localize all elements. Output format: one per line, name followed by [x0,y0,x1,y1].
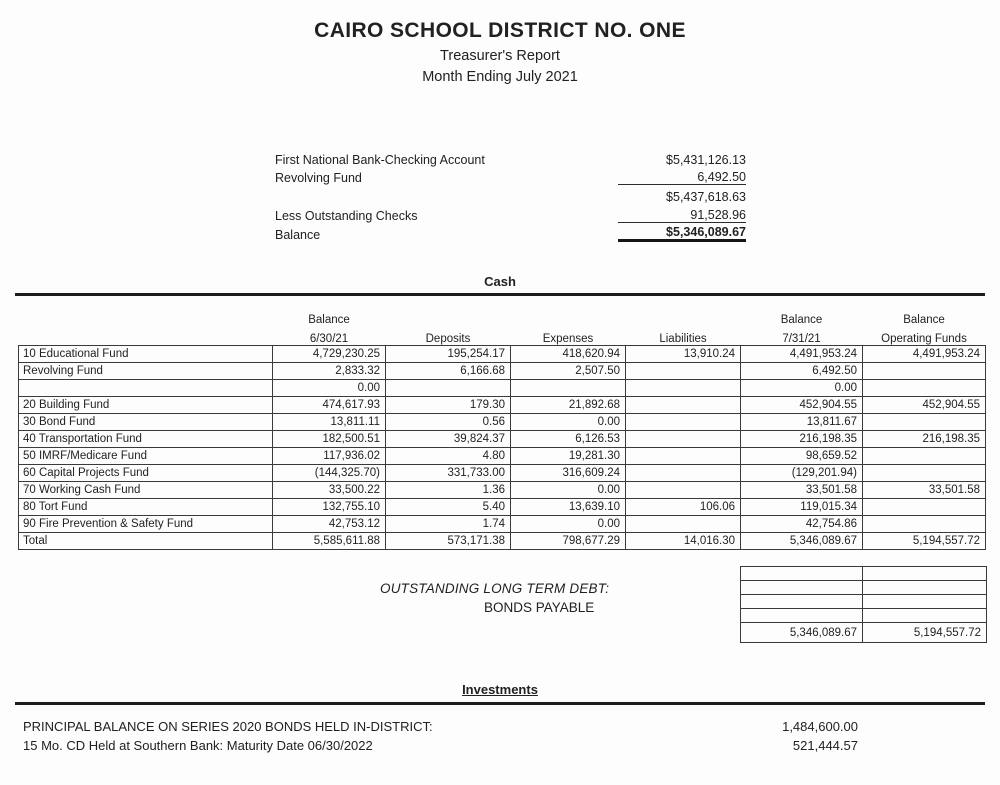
fund-name-cell: 80 Tort Fund [19,499,273,516]
investment-value: 1,484,600.00 [782,719,858,734]
amount-cell: (144,325.70) [273,465,386,482]
amount-cell [626,516,741,533]
amount-cell [626,363,741,380]
amount-cell: 4,491,953.24 [741,346,863,363]
amount-cell: 6,166.68 [386,363,511,380]
long-term-debt-heading: OUTSTANDING LONG TERM DEBT: [380,581,610,596]
amount-cell: 119,015.34 [741,499,863,516]
fund-name-cell: Total [19,533,273,550]
bank-row-value: $5,346,089.67 [618,225,746,242]
cash-table-row [19,482,986,499]
cash-table-row [19,346,986,363]
amount-cell: 1.36 [386,482,511,499]
report-period: Month Ending July 2021 [422,69,578,85]
amount-cell: 452,904.55 [863,397,986,414]
cash-table-row [19,465,986,482]
bank-row-value: 91,528.96 [618,208,746,223]
cash-table-row [19,533,986,550]
appendix-empty-row [741,595,987,609]
amount-cell: 2,833.32 [273,363,386,380]
amount-cell: 0.00 [511,414,626,431]
amount-cell: 132,755.10 [273,499,386,516]
cash-table-column-header: 6/30/21 [309,333,349,345]
cash-table-column-header [626,310,741,326]
appendix-empty-cell [741,567,863,581]
bank-row-label: First National Bank-Checking Account [275,152,485,167]
amount-cell: 195,254.17 [386,346,511,363]
bank-row-value: 6,492.50 [618,170,746,185]
appendix-empty-cell [741,609,863,623]
amount-cell: 0.56 [386,414,511,431]
bank-row-label: Less Outstanding Checks [275,209,418,223]
amount-cell: 0.00 [273,380,386,397]
amount-cell: 6,126.53 [511,431,626,448]
cash-table-row [19,448,986,465]
cash-table-column-header: 7/31/21 [782,333,821,345]
bank-summary-row [275,223,746,242]
amount-cell [863,465,986,482]
amount-cell: 19,281.30 [511,448,626,465]
amount-cell: 5,346,089.67 [741,533,863,550]
amount-cell: 5,194,557.72 [863,533,986,550]
cash-table-column-header: Expenses [542,333,594,345]
amount-cell: 4,491,953.24 [863,346,986,363]
cash-table-header-row [19,310,986,326]
amount-cell: 216,198.35 [741,431,863,448]
amount-cell: 798,677.29 [511,533,626,550]
appendix-empty-cell [863,567,987,581]
amount-cell: 4,729,230.25 [273,346,386,363]
amount-cell [863,380,986,397]
amount-cell: 5.40 [386,499,511,516]
cash-table-body [19,346,986,550]
amount-cell: 39,824.37 [386,431,511,448]
amount-cell: 33,500.22 [273,482,386,499]
title-block [0,16,1000,88]
amount-cell: 182,500.51 [273,431,386,448]
amount-cell: 0.00 [511,482,626,499]
amount-cell: 42,753.12 [273,516,386,533]
amount-cell: 316,609.24 [511,465,626,482]
fund-name-cell: 50 IMRF/Medicare Fund [19,448,273,465]
cash-table-row [19,363,986,380]
fund-name-cell: 60 Capital Projects Fund [19,465,273,482]
amount-cell [626,397,741,414]
amount-cell: 5,585,611.88 [273,533,386,550]
appendix-empty-cell [741,595,863,609]
amount-cell: 331,733.00 [386,465,511,482]
bank-reconciliation-summary [275,148,746,242]
amount-cell: (129,201.94) [741,465,863,482]
appendix-empty-row [741,609,987,623]
amount-cell [863,516,986,533]
appendix-totals-row [741,623,987,643]
amount-cell [863,414,986,431]
cash-section-heading: Cash [484,274,516,289]
amount-cell: 573,171.38 [386,533,511,550]
cash-table-column-header [511,310,626,326]
amount-cell: 216,198.35 [863,431,986,448]
amount-cell: 452,904.55 [741,397,863,414]
amount-cell [626,414,741,431]
cash-table-header-row [19,326,986,346]
cash-table-column-header [19,326,273,346]
amount-cell: 13,811.11 [273,414,386,431]
bank-row-label: Balance [275,227,321,242]
amount-cell [626,448,741,465]
fund-name-cell: 40 Transportation Fund [19,431,273,448]
appendix-total-cell: 5,346,089.67 [741,623,863,643]
amount-cell [386,380,511,397]
amount-cell: 0.00 [511,516,626,533]
amount-cell [863,448,986,465]
amount-cell: 179.30 [386,397,511,414]
balance-appendix-body [741,567,987,643]
cash-table-row [19,380,986,397]
amount-cell: 13,910.24 [626,346,741,363]
cash-table-column-header: Deposits [425,333,471,345]
cash-table-column-header: Balance [903,314,945,326]
appendix-empty-cell [741,581,863,595]
amount-cell: 13,811.67 [741,414,863,431]
bank-summary-row [275,185,746,204]
cash-table-column-header [19,310,273,326]
fund-name-cell: 90 Fire Prevention & Safety Fund [19,516,273,533]
amount-cell: 0.00 [741,380,863,397]
fund-name-cell: 70 Working Cash Fund [19,482,273,499]
report-title: Treasurer's Report [440,48,560,64]
appendix-empty-row [741,567,987,581]
district-title: CAIRO SCHOOL DISTRICT NO. ONE [314,19,686,42]
fund-name-cell: Revolving Fund [19,363,273,380]
investments-list [23,719,858,757]
amount-cell: 33,501.58 [863,482,986,499]
cash-table-row [19,431,986,448]
amount-cell: 117,936.02 [273,448,386,465]
fund-name-cell: 10 Educational Fund [19,346,273,363]
balance-appendix-grid [740,566,987,643]
amount-cell: 98,659.52 [741,448,863,465]
bonds-payable-label: BONDS PAYABLE [484,600,595,615]
cash-table-column-header [386,310,511,326]
amount-cell [626,482,741,499]
amount-cell: 42,754.86 [741,516,863,533]
amount-cell: 418,620.94 [511,346,626,363]
investment-label: PRINCIPAL BALANCE ON SERIES 2020 BONDS HELD IN-DISTRICT: [23,719,433,734]
amount-cell [626,380,741,397]
bank-summary-row [275,205,746,224]
cash-table-row [19,499,986,516]
cash-table-column-header: Liabilities [659,333,707,345]
amount-cell: 13,639.10 [511,499,626,516]
amount-cell [863,363,986,380]
investment-row [23,719,858,738]
investment-row [23,738,858,757]
investment-label: 15 Mo. CD Held at Southern Bank: Maturity Date 06/30/2022 [23,738,373,753]
amount-cell [863,499,986,516]
appendix-total-cell: 5,194,557.72 [863,623,987,643]
appendix-empty-row [741,581,987,595]
fund-name-cell: 30 Bond Fund [19,414,273,431]
amount-cell [511,380,626,397]
amount-cell: 4.80 [386,448,511,465]
cash-table-header [19,310,986,346]
bank-summary-row [275,148,746,167]
fund-name-cell: 20 Building Fund [19,397,273,414]
amount-cell: 6,492.50 [741,363,863,380]
amount-cell: 2,507.50 [511,363,626,380]
amount-cell: 33,501.58 [741,482,863,499]
amount-cell: 474,617.93 [273,397,386,414]
amount-cell: 21,892.68 [511,397,626,414]
investment-value: 521,444.57 [792,738,858,753]
cash-table-row [19,397,986,414]
bank-row-label: Revolving Fund [275,171,362,185]
investments-section-heading: Investments [462,682,538,697]
amount-cell: 106.06 [626,499,741,516]
appendix-empty-cell [863,595,987,609]
bank-row-value: $5,431,126.13 [666,152,746,167]
bank-row-value: $5,437,618.63 [666,189,746,204]
amount-cell [626,465,741,482]
amount-cell: 14,016.30 [626,533,741,550]
cash-funds-table [18,310,986,550]
fund-name-cell [19,380,273,397]
cash-table-column-header: Balance [780,314,823,326]
appendix-empty-cell [863,581,987,595]
cash-table-column-header: Operating Funds [881,333,967,345]
cash-table-row [19,516,986,533]
amount-cell: 1.74 [386,516,511,533]
cash-table-row [19,414,986,431]
investments-section-divider [15,702,985,705]
appendix-empty-cell [863,609,987,623]
cash-table-column-header: Balance [308,314,350,326]
cash-section-divider [15,293,985,296]
bank-summary-row [275,167,746,186]
amount-cell [626,431,741,448]
